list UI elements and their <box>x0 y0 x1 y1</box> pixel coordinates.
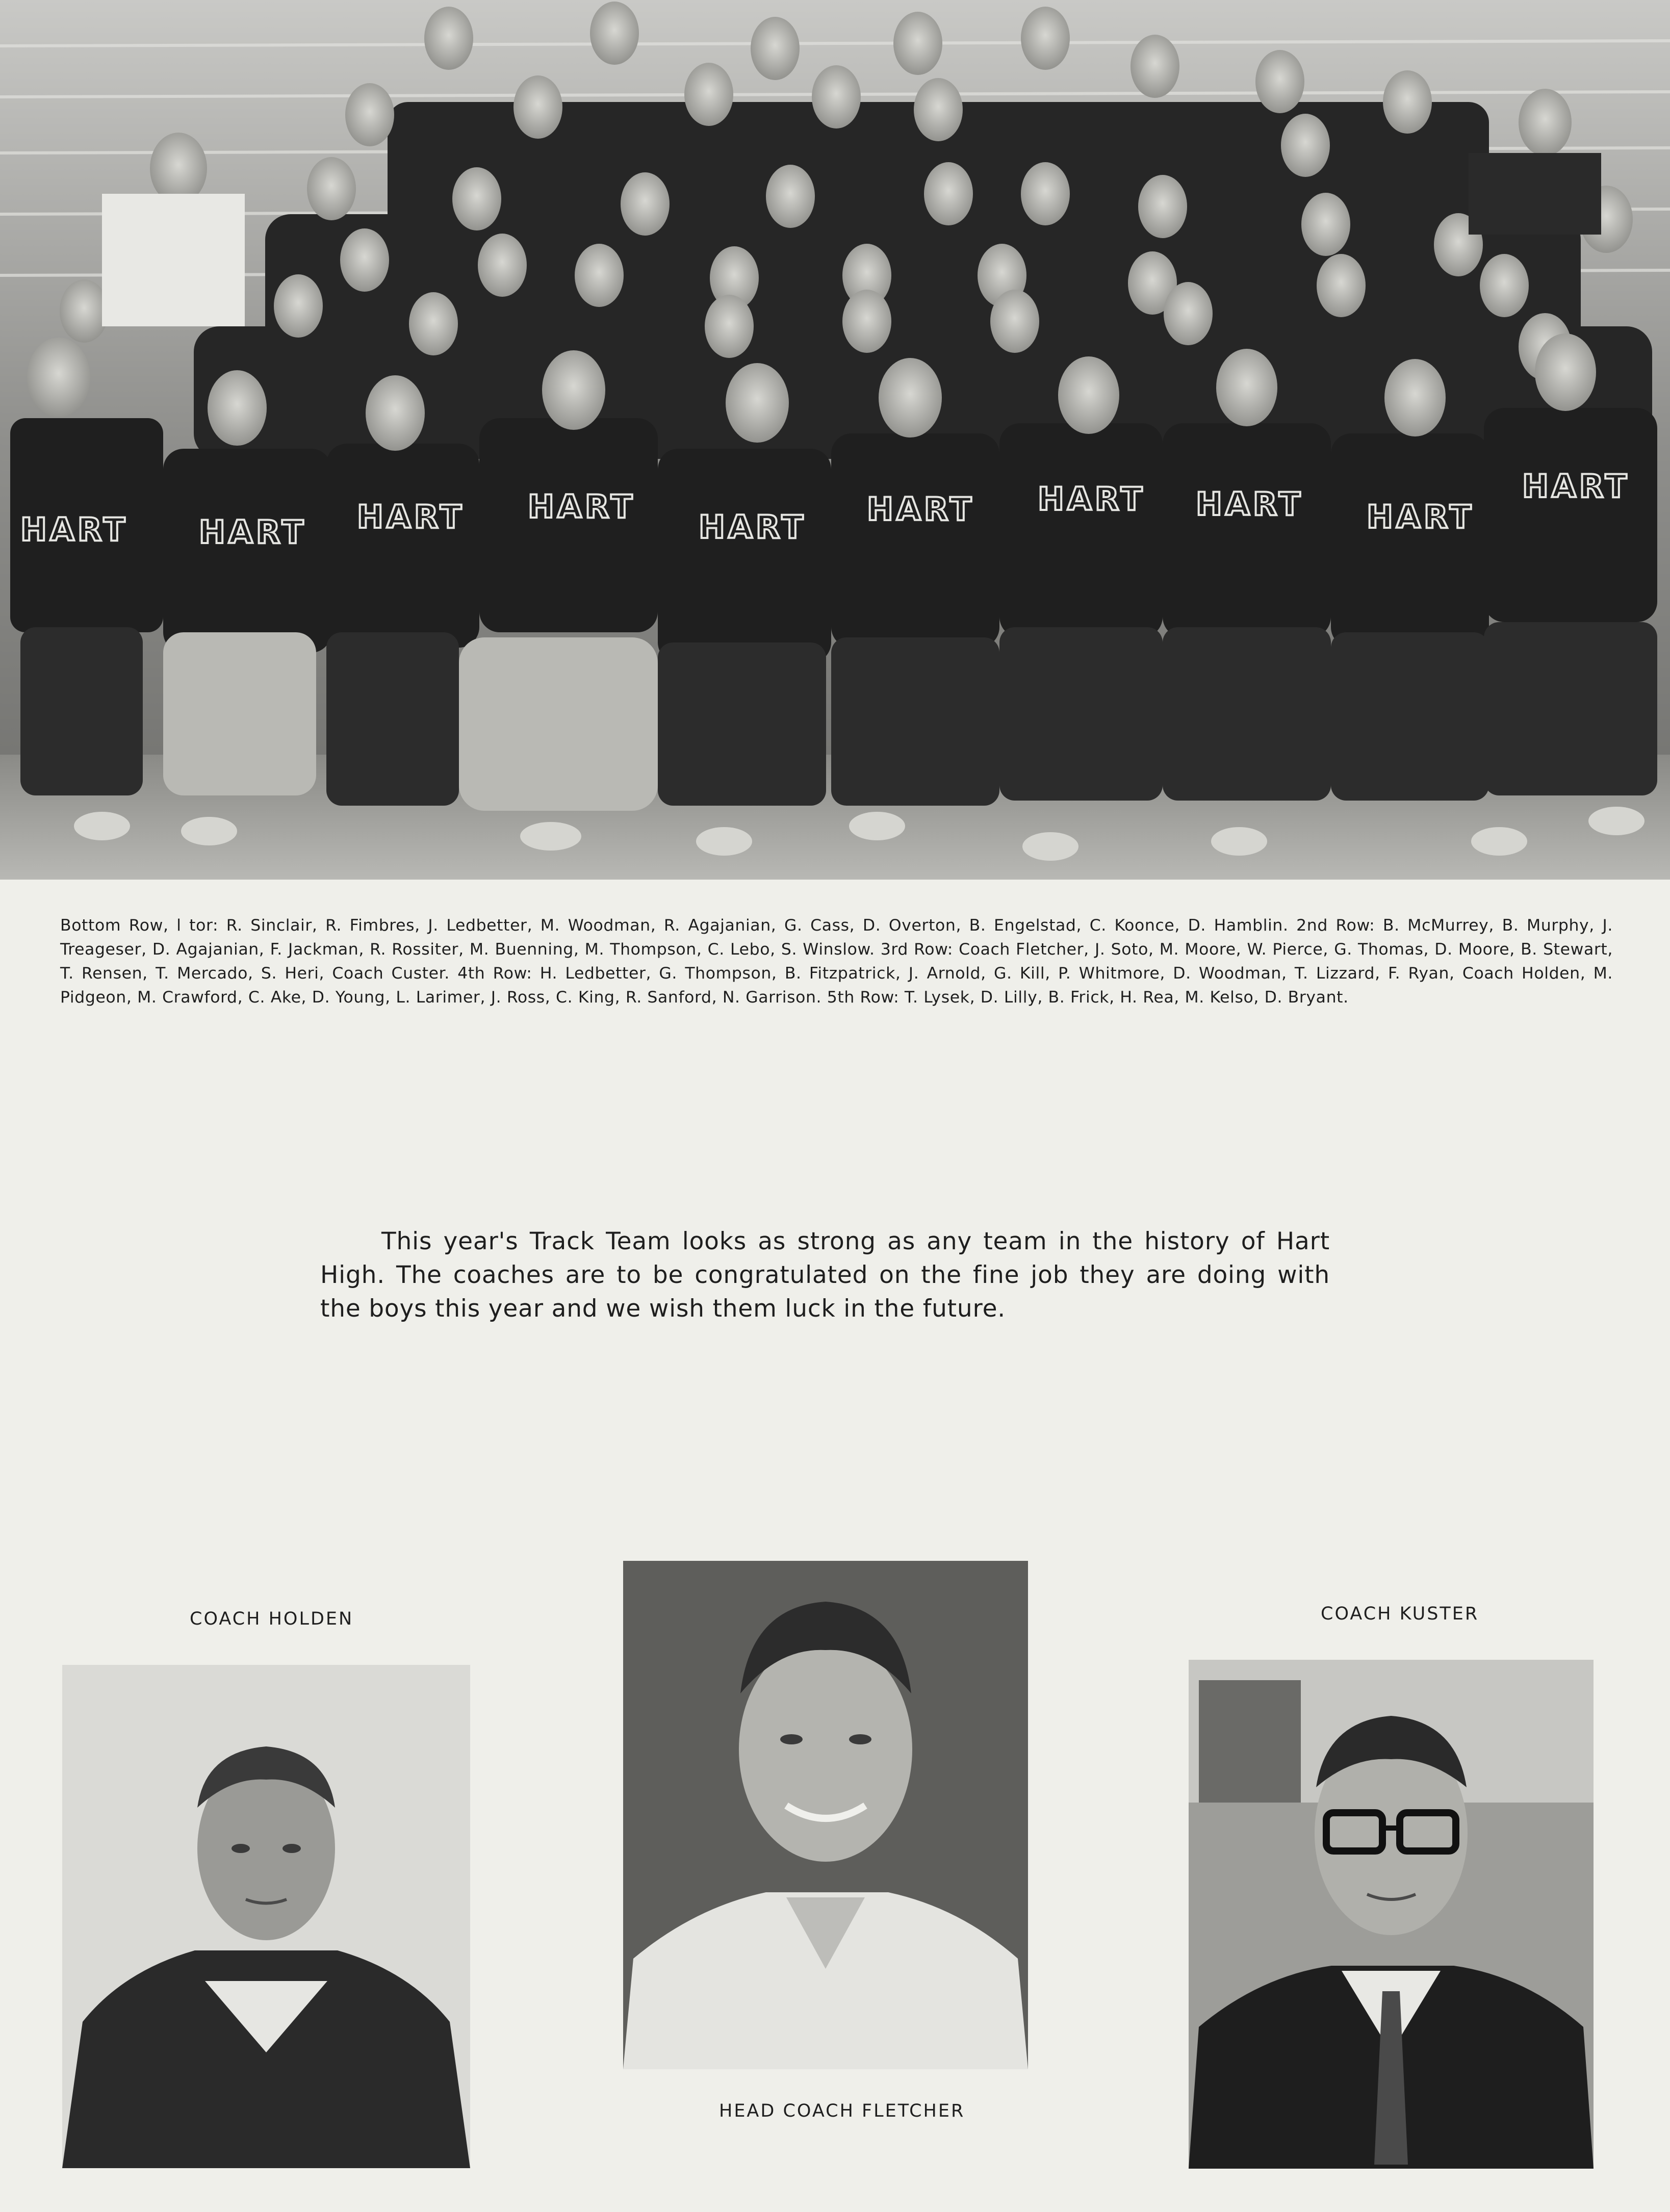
jacket-lettering: HART <box>699 508 807 546</box>
jacket-lettering: HART <box>1522 468 1630 505</box>
coach-kuster-label: COACH KUSTER <box>1321 1604 1479 1624</box>
coach-fletcher-photo <box>623 1561 1028 2069</box>
jacket-lettering: HART <box>528 488 636 525</box>
team-photo <box>0 0 1670 880</box>
jacket-lettering: HART <box>357 498 465 535</box>
jacket-lettering: HART <box>867 491 975 528</box>
coach-holden-photo <box>62 1665 470 2168</box>
jacket-lettering: HART <box>1367 498 1475 535</box>
intro-paragraph: This year's Track Team looks as strong as any team in the history of Hart High. The coaches are to be congratulated on the fine job they are doing with the boys this year and we wish them luck in the future. <box>320 1227 1330 1323</box>
coach-kuster-photo <box>1189 1660 1594 2169</box>
roster-caption: Bottom Row, l tor: R. Sinclair, R. Fimbres, J. Ledbetter, M. Woodman, R. Agajanian, G. Cass, D. Overton, B. Engelstad, C. Koonce, D. Hamblin. 2nd Row: B. McMurrey, B. Murphy, J. Treageser, D. Agajanian, F. Jackman, R. Rossiter, M. Buenning, M. Thompson, C. Lebo, S. Winslow. 3rd Row: Coach Fletcher, J. Soto, M. Moore, W. Pierce, G. Thomas, D. Moore, B. Stewart, T. Rensen, T. Mercado, S. Heri, Coach Custer. 4th Row: H. Ledbetter, G. Thompson, B. Fitzpatrick, J. Arnold, G. Kill, P. Whitmore, D. Woodman, T. Lizzard, F. Ryan, Coach Holden, M. Pidgeon, M. Crawford, C. Ake, D. Young, L. Larimer, J. Ross, C. King, R. Sanford, N. Garrison. 5th Row: T. Lysek, D. Lilly, B. Frick, H. Rea, M. Kelso, D. Bryant. <box>60 916 1613 1007</box>
head-coach-fletcher-label: HEAD COACH FLETCHER <box>719 2101 965 2121</box>
jacket-lettering: HART <box>1196 485 1304 523</box>
jacket-lettering: HART <box>199 513 307 551</box>
jacket-lettering: HART <box>20 511 129 548</box>
coach-holden-label: COACH HOLDEN <box>190 1609 354 1629</box>
jacket-lettering: HART <box>1038 480 1146 518</box>
